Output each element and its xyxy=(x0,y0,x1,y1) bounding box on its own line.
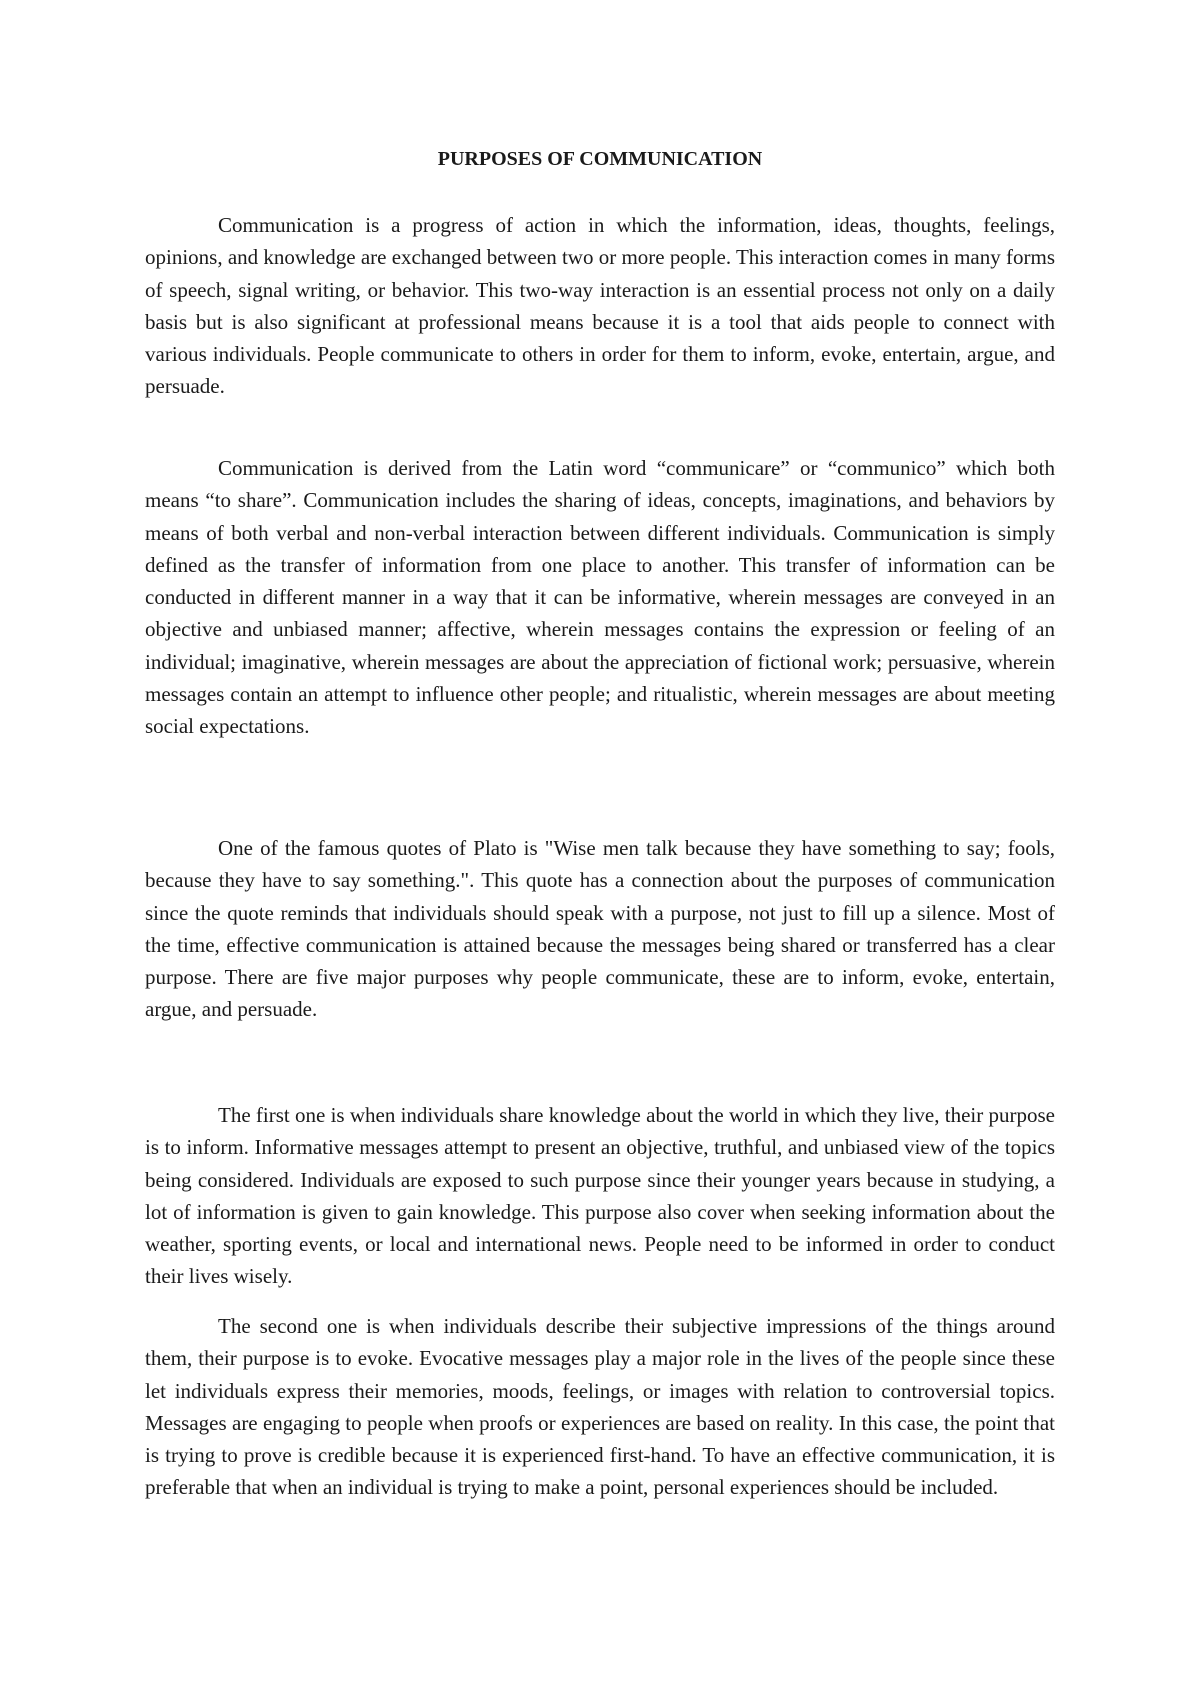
paragraph-definition: Communication is a progress of action in which the information, ideas, thoughts, feelings, opinions, and knowledge are exchanged between two or more people. This interaction comes in many forms of speech, signal writing, or behavior. This two-way interaction is an essential process not only on a daily basis but is also significant at professional means because it is a tool that aids people to connect with various individuals. People communicate to others in order for them to inform, evoke, entertain, argue, and persuade. xyxy=(145,213,1055,399)
paragraph-inform: The first one is when individuals share knowledge about the world in which they live, their purpose is to inform. Informative messages attempt to present an objective, truthful, and unbiased view of the topics being considered. Individuals are exposed to such purpose since their younger years because in studying, a lot of information is given to gain knowledge. This purpose also cover when seeking information about the weather, sporting events, or local and international news. People need to be informed in order to conduct their lives wisely. xyxy=(145,1103,1055,1289)
paragraph-evoke: The second one is when individuals describe their subjective impressions of the things around them, their purpose is to evoke. Evocative messages play a major role in the lives of the people since these let individuals express their memories, moods, feelings, or images with relation to controversial topics. Messages are engaging to people when proofs or experiences are based on reality. In this case, the point that is trying to prove is credible because it is experienced first-hand. To have an effective communication, it is preferable that when an individual is trying to make a point, personal experiences should be included. xyxy=(145,1314,1055,1500)
document-title: PURPOSES OF COMMUNICATION xyxy=(437,148,763,170)
paragraph-etymology: Communication is derived from the Latin word “communicare” or “communico” which both means “to share”. Communication includes the sharing of ideas, concepts, imaginations, and behaviors by means of both verbal and non-verbal interaction between different individuals. Communication is simply defined as the transfer of information from one place to another. This transfer of information can be conducted in different manner in a way that it can be informative, wherein messages are conveyed in an objective and unbiased manner; affective, wherein messages contains the expression or feeling of an individual; imaginative, wherein messages are about the appreciation of fictional work; persuasive, wherein messages contain an attempt to influence other people; and ritualistic, wherein messages are about meeting social expectations. xyxy=(145,456,1055,738)
paragraph-plato-quote: One of the famous quotes of Plato is "Wise men talk because they have something to say; fools, because they have to say something.". This quote has a connection about the purposes of communication since the quote reminds that individuals should speak with a purpose, not just to fill up a silence. Most of the time, effective communication is attained because the messages being shared or transferred has a clear purpose. There are five major purposes why people communicate, these are to inform, evoke, entertain, argue, and persuade. xyxy=(145,836,1055,1022)
